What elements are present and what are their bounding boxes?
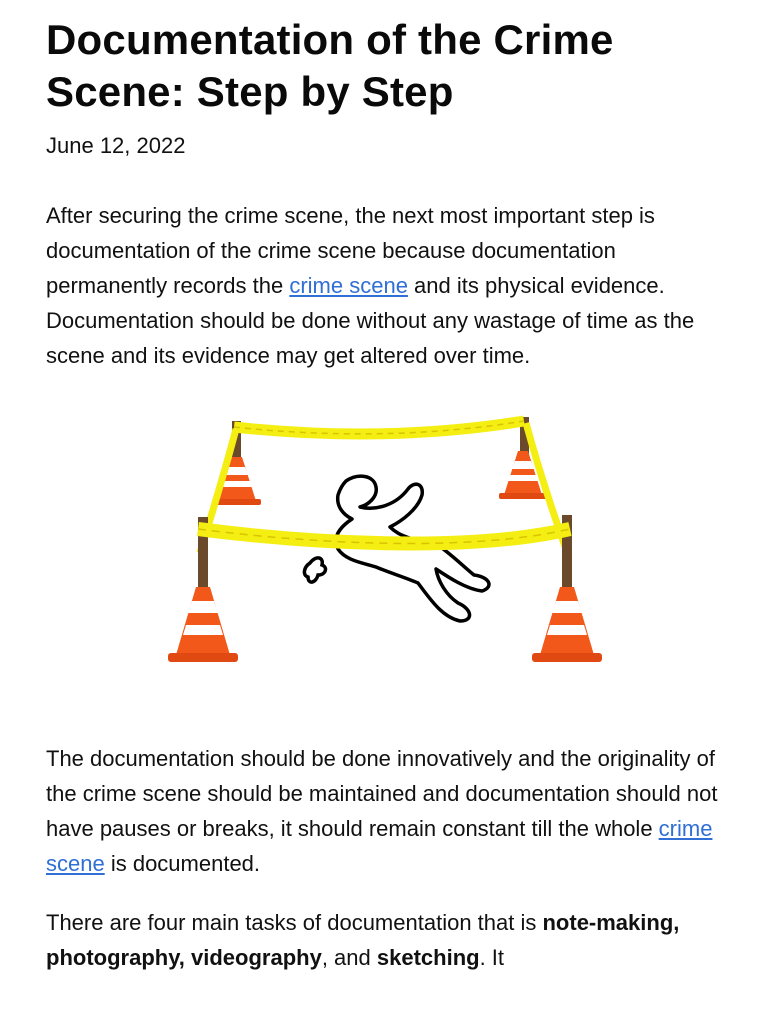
tasks-bold-2: sketching [376,945,480,970]
front-tape [198,529,570,543]
publish-date: June 12, 2022 [46,133,186,158]
third-text-3: . It [479,945,505,970]
third-text-1: There are four main tasks of documentation that is [46,910,543,935]
intro-text-after: and its physical evidence. Documentation should be done without any wastage of time as the scene and its evidence may get altered over time. [46,273,695,368]
third-text-2: , and [321,945,377,970]
third-paragraph [46,905,722,975]
intro-text-before: After securing the crime scene, the next most important step is documentation of the crime scene because documentation permanently records the [46,203,655,298]
hand-outline [304,558,325,582]
page-title: Documentation of the Crime Scene: Step by Step [46,16,614,115]
crime-scene-illustration [46,377,722,735]
crime-scene-tape-icon [46,377,722,735]
front-left-cone [168,587,238,662]
front-right-cone [532,587,602,662]
intro-paragraph [46,198,722,373]
tasks-bold-1: note-making, photography, videography [46,910,680,970]
crime-scene-link[interactable]: crime scene [289,273,408,298]
second-paragraph [46,741,722,881]
crime-scene-link-2[interactable]: crime scene [46,816,713,876]
second-text-before: The documentation should be done innovatively and the originality of the crime scene should be maintained and documentation should not have pauses or breaks, it should remain constant till the whole [46,746,718,841]
second-text-after: is documented. [104,851,261,876]
